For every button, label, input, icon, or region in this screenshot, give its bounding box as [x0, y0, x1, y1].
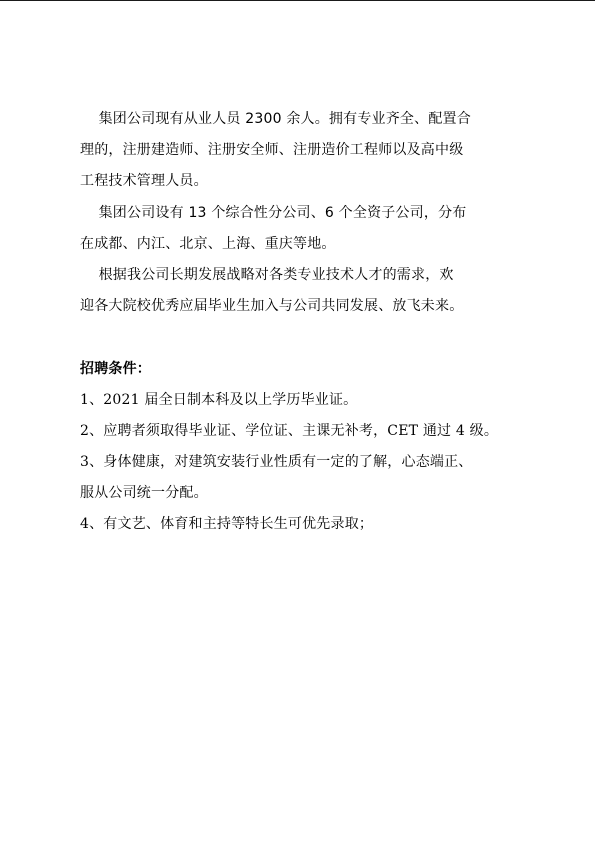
text-line: 集团公司设有 13 个综合性分公司、6 个全资子公司，分布	[80, 205, 467, 221]
intro-paragraph-invitation	[80, 260, 520, 322]
requirements-heading: 招聘条件：	[80, 361, 151, 377]
requirement-item: 1、2021 届全日制本科及以上学历毕业证。	[80, 392, 358, 408]
requirement-item: 2、应聘者须取得毕业证、学位证、主课无补考，CET 通过 4 级。	[80, 423, 499, 439]
requirements-section	[80, 354, 520, 540]
text-line: 工程技术管理人员。	[80, 173, 208, 189]
text-line: 在成都、内江、北京、上海、重庆等地。	[80, 236, 336, 252]
text-line: 理的，注册建造师、注册安全师、注册造价工程师以及高中级	[80, 142, 464, 158]
requirement-item: 3、身体健康，对建筑安装行业性质有一定的了解，心态端正、	[80, 454, 473, 470]
text-line: 迎各大院校优秀应届毕业生加入与公司共同发展、放飞未来。	[80, 298, 464, 314]
intro-paragraph-branches	[80, 198, 520, 260]
text-line: 集团公司现有从业人员 2300 余人。拥有专业齐全、配置合	[80, 111, 471, 127]
requirement-item: 4、有文艺、体育和主持等特长生可优先录取；	[80, 516, 374, 532]
intro-paragraph-staff	[80, 104, 520, 197]
text-line: 根据我公司长期发展战略对各类专业技术人才的需求，欢	[80, 267, 454, 283]
requirement-item-continued: 服从公司统一分配。	[80, 485, 208, 501]
